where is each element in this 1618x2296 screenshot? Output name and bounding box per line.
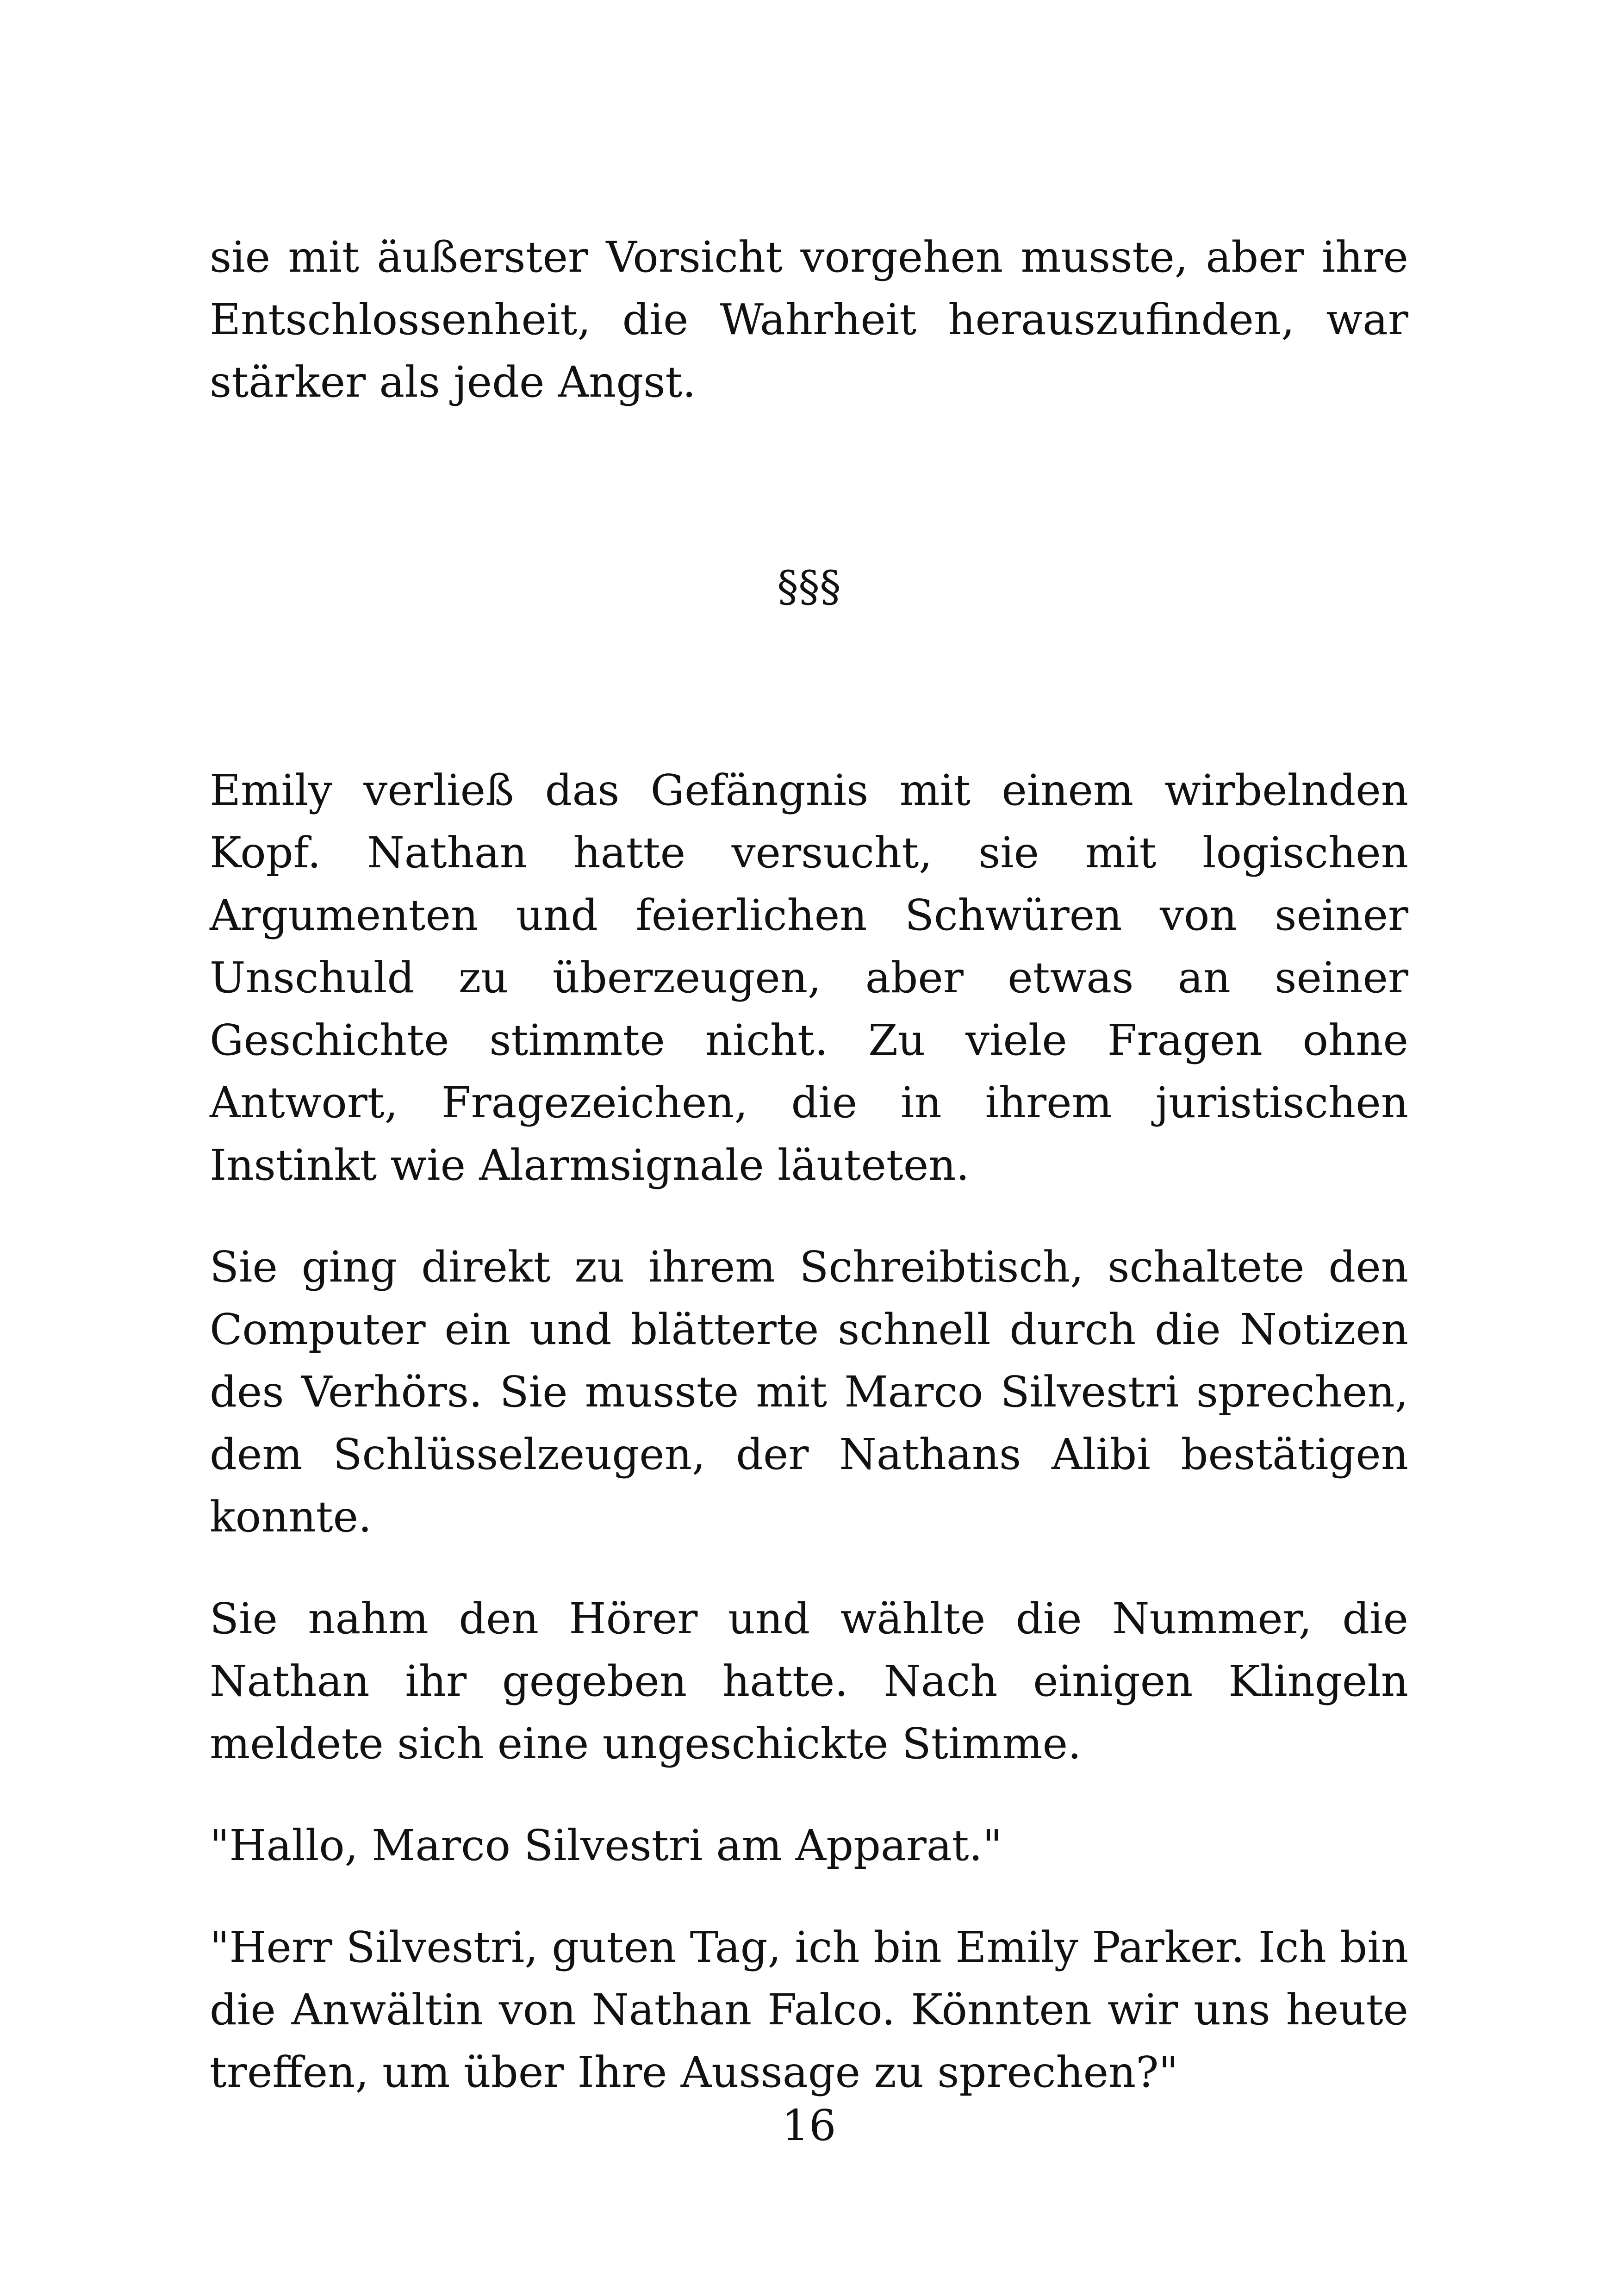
section-divider: §§§	[777, 562, 841, 611]
paragraph: Sie ging direkt zu ihrem Schreibtisch, schaltete den Computer ein und blätterte schnell durch die Notizen des Verhörs. Sie musste mit Marco Silvestri sprechen, dem Schlüsselzeugen, der Nathans Alibi bestätigen konnte.	[210, 1242, 1408, 1542]
paragraph: Emily verließ das Gefängnis mit einem wirbelnden Kopf. Nathan hatte versucht, sie mit logischen Argumenten und feierlichen Schwüren von seiner Unschuld zu überzeugen, aber etwas an seiner Geschichte stimmte nicht. Zu viele Fragen ohne Antwort, Fragezeichen, die in ihrem juristischen Instinkt wie Alarmsignale läuteten.	[210, 765, 1408, 1190]
text-block-main	[210, 759, 1408, 2103]
paragraph: "Hallo, Marco Silvestri am Apparat."	[210, 1821, 1002, 1870]
text-block-top	[210, 226, 1408, 413]
paragraph: "Herr Silvestri, guten Tag, ich bin Emily Parker. Ich bin die Anwältin von Nathan Falco. Könnten wir uns heute treffen, um über Ihre Aussage zu sprechen?"	[210, 1923, 1408, 2097]
paragraph: sie mit äußerster Vorsicht vorgehen musste, aber ihre Entschlossenheit, die Wahrheit herauszufinden, war stärker als jede Angst.	[210, 232, 1408, 407]
page-number: 16	[782, 2101, 836, 2150]
paragraph: Sie nahm den Hörer und wählte die Nummer, die Nathan ihr gegeben hatte. Nach einigen Klingeln meldete sich eine ungeschickte Stimme.	[210, 1594, 1408, 1768]
